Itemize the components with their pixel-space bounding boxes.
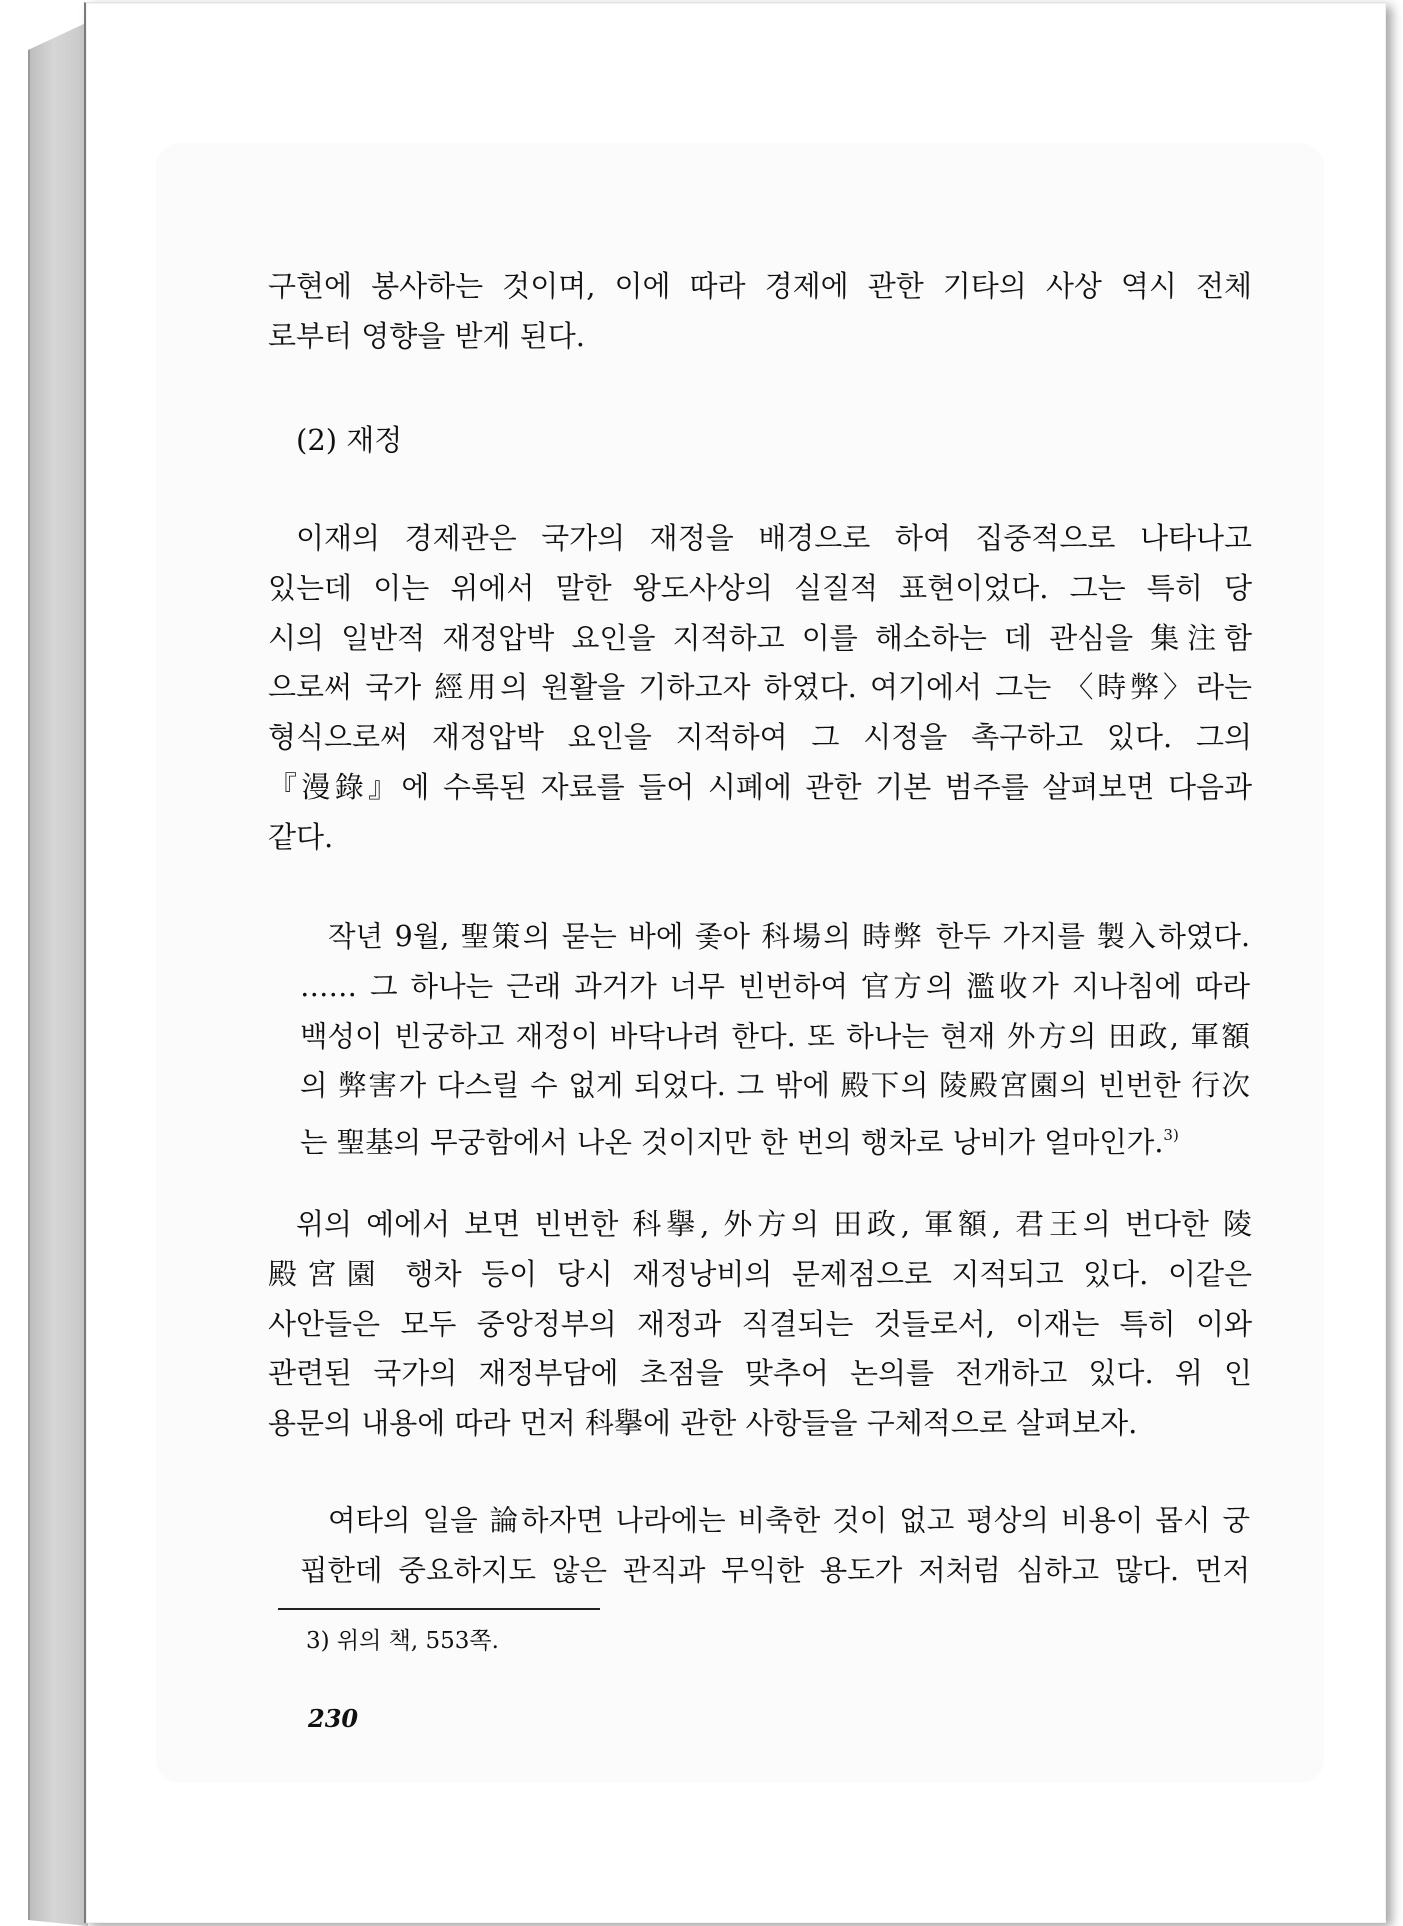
paragraph-after-quote	[268, 1200, 1252, 1449]
text-line: 위의 예에서 보면 빈번한 科擧, 外方의 田政, 軍額, 君王의 번다한 陵	[296, 1207, 1252, 1241]
text-line: 이재의 경제관은 국가의 재정을 배경으로 하여 집중적으로 나타나고	[296, 521, 1252, 555]
text-line: 로부터 영향을 받게 된다.	[268, 318, 586, 353]
text-line: 있는데 이는 위에서 말한 왕도사상의 실질적 표현이었다. 그는 특히 당	[268, 570, 1252, 605]
footnote-reference: 3)	[1163, 1126, 1179, 1145]
text-line: 사안들은 모두 중앙정부의 재정과 직결되는 것들로서, 이재는 특히 이와	[268, 1306, 1252, 1341]
book-spine	[28, 22, 88, 1926]
quote-line: 핍한데 중요하지도 않은 관직과 무익한 용도가 저처럼 심하고 많다. 먼저	[300, 1553, 1250, 1587]
quote-line	[300, 1111, 1250, 1161]
text-line: 『漫錄』에 수록된 자료를 들어 시폐에 관한 기본 범주를 살펴보면 다음과	[268, 769, 1252, 804]
quote-line: 작년 9월, 聖策의 묻는 바에 좇아 科場의 時弊 한두 가지를 製入하였다.	[328, 920, 1250, 953]
footnote: 3) 위의 책, 553쪽.	[306, 1628, 499, 1654]
text-line: 으로써 국가 經用의 원활을 기하고자 하였다. 여기에서 그는 〈時弊〉라는	[268, 670, 1252, 705]
text-line: 구현에 봉사하는 것이며, 이에 따라 경제에 관한 기타의 사상 역시 전체	[268, 269, 1252, 303]
text-line: 용문의 내용에 따라 먼저 科擧에 관한 사항들을 구체적으로 살펴보자.	[268, 1406, 1138, 1441]
quote-line: …… 그 하나는 근래 과거가 너무 빈번하여 官方의 濫收가 지나침에 따라	[300, 969, 1250, 1003]
text-line: 殿宮園 행차 등이 당시 재정낭비의 문제점으로 지적되고 있다. 이같은	[268, 1256, 1252, 1291]
section-heading: (2) 재정	[296, 423, 403, 457]
paragraph-main	[268, 514, 1252, 863]
text-line: 관련된 국가의 재정부담에 초점을 맞추어 논의를 전개하고 있다. 위 인	[268, 1356, 1252, 1391]
paragraph-continued	[268, 262, 1252, 362]
footnote-divider	[278, 1608, 600, 1610]
quote-line-text: 는 聖基의 무궁함에서 나온 것이지만 한 번의 행차로 낭비가 얼마인가.	[300, 1126, 1164, 1160]
text-line: 형식으로써 재정압박 요인을 지적하여 그 시정을 촉구하고 있다. 그의	[268, 720, 1252, 755]
text-line: 같다.	[268, 819, 334, 854]
quote-line: 여타의 일을 論하자면 나라에는 비축한 것이 없고 평상의 비용이 몹시 궁	[328, 1504, 1250, 1537]
text-line: 시의 일반적 재정압박 요인을 지적하고 이를 해소하는 데 관심을 集注함	[268, 620, 1252, 655]
quote-line: 백성이 빈궁하고 재정이 바닥나려 한다. 또 하나는 현재 外方의 田政, 軍額	[300, 1019, 1250, 1053]
block-quote	[300, 1496, 1250, 1596]
page-number: 230	[308, 1704, 359, 1733]
block-quote	[300, 912, 1250, 1161]
quote-line: 의 弊害가 다스릴 수 없게 되었다. 그 밖에 殿下의 陵殿宮園의 빈번한 行次	[300, 1069, 1250, 1103]
